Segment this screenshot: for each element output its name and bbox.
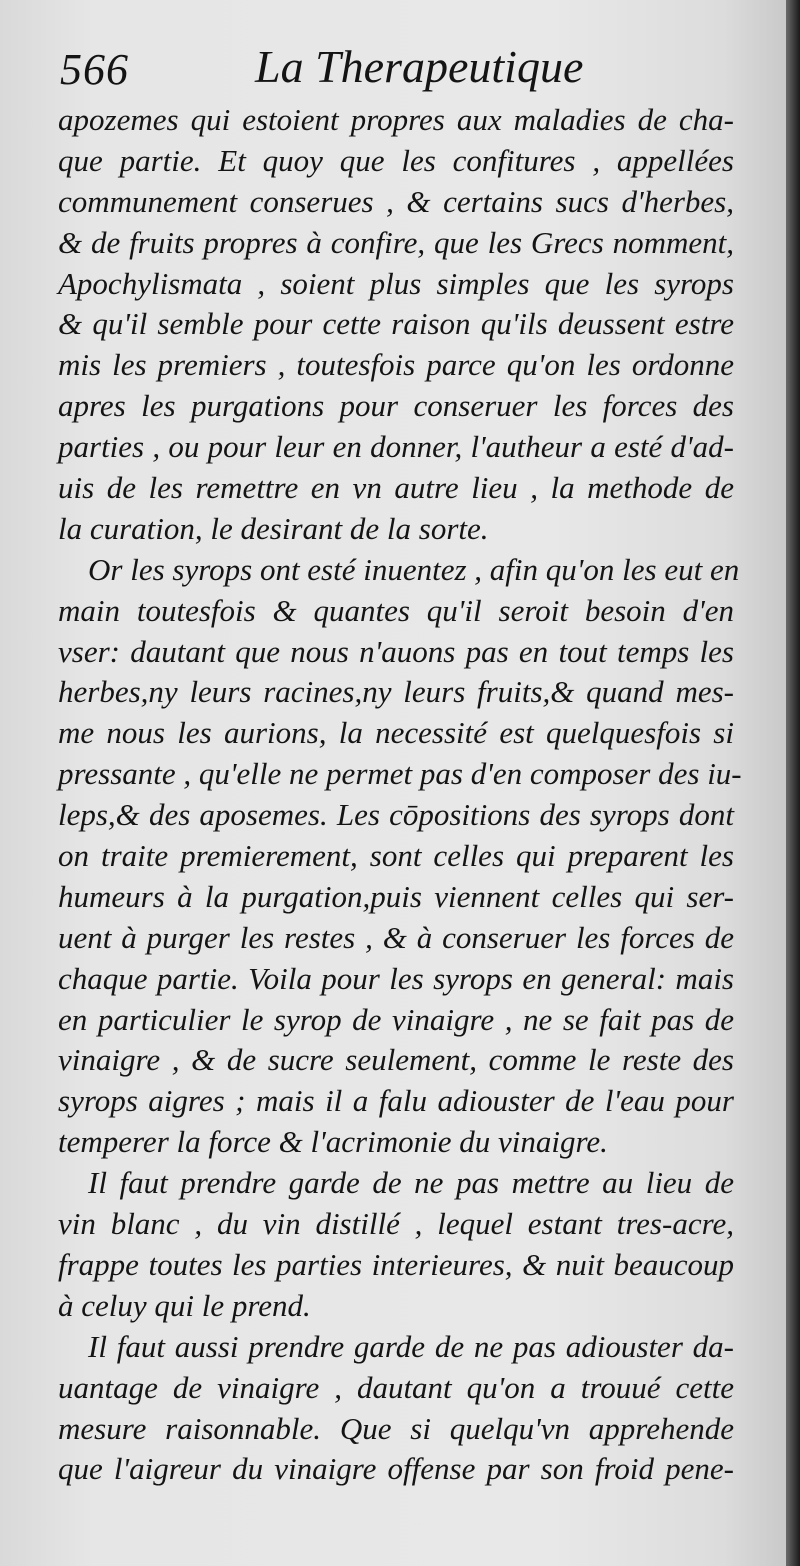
text-line: Apochylismata , soient plus simples que les syrops: [58, 265, 734, 301]
text-line: leps,& des aposemes. Les cōpositions des syrops dont: [58, 797, 734, 833]
page-number: 566: [60, 45, 129, 94]
text-line: Or les syrops ont esté inuentez , afin qu'on les eut en: [88, 551, 740, 587]
text-line: on traite premierement, sont celles qui preparent les: [58, 838, 734, 874]
text-line: que l'aigreur du vinaigre offense par son froid pene-: [58, 1451, 734, 1487]
text-line: vinaigre , & de sucre seulement, comme le reste des: [58, 1042, 734, 1078]
text-line: parties , ou pour leur en donner, l'autheur a esté d'ad-: [58, 429, 734, 465]
paragraph-2: [58, 550, 742, 1163]
text-line: uent à purger les restes , & à conseruer les forces de: [58, 919, 734, 955]
text-line: vin blanc , du vin distillé , lequel estant tres-acre,: [58, 1206, 734, 1242]
text-line: & qu'il semble pour cette raison qu'ils deussent estre: [58, 306, 734, 342]
paragraph-3: [58, 1163, 734, 1327]
text-line: chaque partie. Voila pour les syrops en general: mais: [58, 960, 734, 996]
running-title: La Therapeutique: [255, 41, 584, 92]
text-line: la curation, le desirant de la sorte.: [58, 510, 489, 546]
text-line: pressante , qu'elle ne permet pas d'en composer des iu-: [58, 756, 742, 792]
text-line: que partie. Et quoy que les confitures , appellées: [58, 142, 734, 178]
text-line: apozemes qui estoient propres aux maladies de cha-: [58, 102, 734, 137]
page-header: [60, 40, 760, 100]
paragraph-1: [58, 100, 734, 550]
text-line: communement conserues , & certains sucs d'herbes,: [58, 183, 734, 219]
body-text: [58, 100, 742, 1490]
text-line: mesure raisonnable. Que si quelqu'vn apprehende: [58, 1410, 734, 1446]
text-line: & de fruits propres à confire, que les Grecs nomment,: [58, 224, 734, 260]
text-line: me nous les aurions, la necessité est quelquesfois si: [58, 715, 734, 751]
text-line: en particulier le syrop de vinaigre , ne se fait pas de: [58, 1001, 734, 1037]
text-line: syrops aigres ; mais il a falu adiouster de l'eau pour: [58, 1083, 734, 1119]
text-line: mis les premiers , toutesfois parce qu'on les ordonne: [58, 347, 734, 383]
text-line: Il faut prendre garde de ne pas mettre au lieu de: [88, 1165, 734, 1201]
text-line: uantage de vinaigre , dautant qu'on a trouué cette: [58, 1369, 734, 1405]
text-line: à celuy qui le prend.: [58, 1287, 311, 1323]
paragraph-4: [58, 1327, 734, 1491]
text-line: frappe toutes les parties interieures, & nuit beaucoup: [58, 1246, 734, 1282]
text-line: Il faut aussi prendre garde de ne pas adiouster da-: [88, 1328, 734, 1364]
text-line: apres les purgations pour conseruer les forces des: [58, 388, 734, 424]
text-line: temperer la force & l'acrimonie du vinaigre.: [58, 1124, 608, 1160]
text-line: main toutesfois & quantes qu'il seroit besoin d'en: [58, 592, 734, 628]
text-line: uis de les remettre en vn autre lieu , la methode de: [58, 470, 734, 506]
book-gutter: [786, 0, 800, 1566]
text-line: humeurs à la purgation,puis viennent celles qui ser-: [58, 878, 734, 914]
text-line: herbes,ny leurs racines,ny leurs fruits,& quand mes-: [58, 674, 734, 710]
text-line: vser: dautant que nous n'auons pas en tout temps les: [58, 633, 734, 669]
